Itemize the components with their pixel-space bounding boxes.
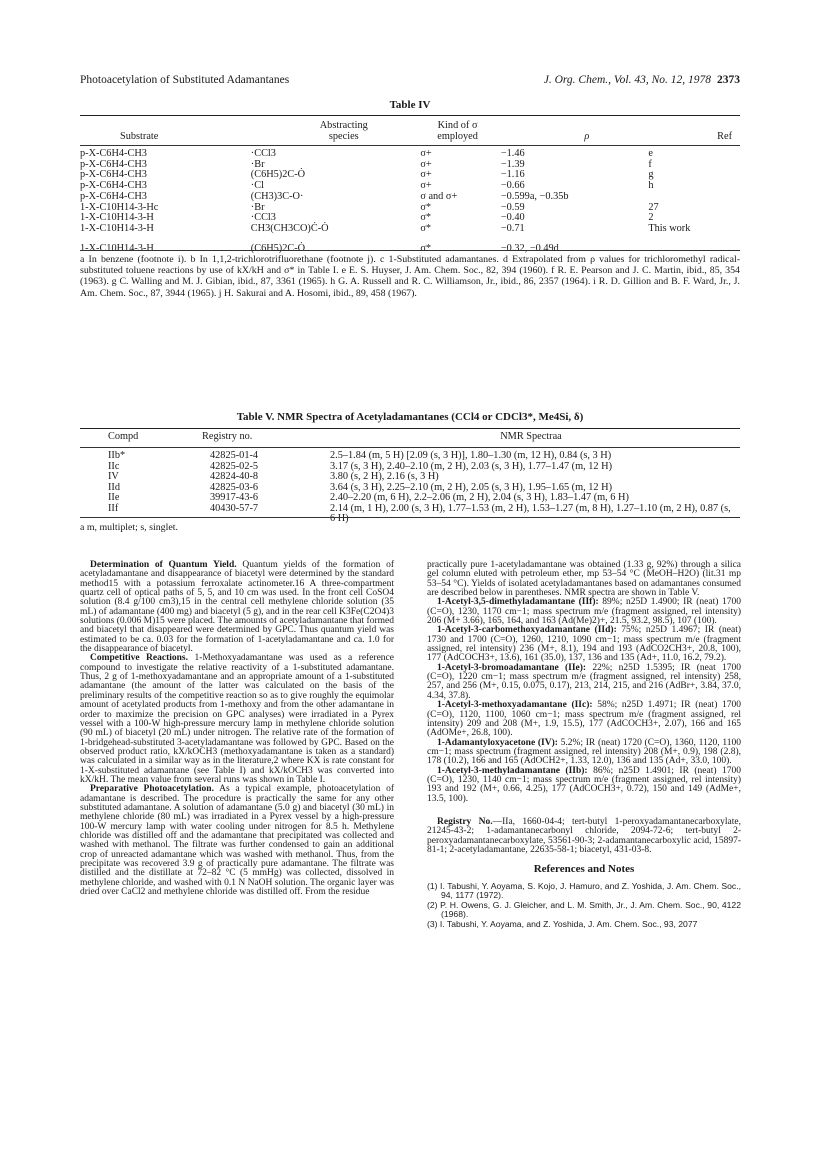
table4-row	[80, 181, 740, 192]
t4-cell-species: ·CCl3	[250, 212, 276, 224]
t4-cell-ref: f	[648, 158, 652, 170]
table5-top-rule	[80, 428, 740, 429]
table5-title: Table V. NMR Spectra of Acetyladamantanes (CCl4 or CDCl3*, Me4Si, δ)	[236, 411, 584, 423]
right_column-paragraph: 1-Acetyl-3-bromoadamantane (IIe): 22%; n25D 1.5395; IR (neat 1700 (C=O), 1220 cm−1; mass spectrum m/e (fragment assigned, rel intensity) 258, 257, and 256 (M+, 0.15, 0.075, 0.17), 213, 214, 215, and 216 (AdBr+, 3.84, 37.0, 4.34, 37.8).	[427, 662, 741, 701]
table4-row	[80, 160, 740, 171]
right_column-paragraph: 1-Acetyl-3-methyladamantane (IIb): 86%; n25D 1.4901; IR (neat) 1700 (C=O), 1230, 1140 cm−1; mass spectrum m/e (fragment assigned, rel intensity) 193 and 192 (M+, 0.66, 4.25), 177 (AdCOCH3+, 0.72), 150 and 149 (AdMe+, 13.5, 100).	[427, 765, 741, 804]
t5-cell-registry: 40430-57-7	[210, 502, 259, 514]
t4-cell-ref: g	[648, 169, 654, 181]
registry-numbers: Registry No.—IIa, 1660-04-4; tert-butyl 1-peroxyadamantanecarboxylate, 21245-43-2; 1-adamantanecarbonyl chloride, 2094-72-6; tert-butyl 2-peroxyadamantanecarboxylate, 53561-90-3; 2-adamantanecarboxylic acid, 15897-81-1; 2-acetyladamantane, 22635-58-1; biacetyl, 431-03-8.	[427, 816, 742, 855]
table4-footnotes: a In benzene (footnote i). b In 1,1,2-trichlorotrifluorethane (footnote j). c 1-Substituted adamantanes. d Extrapolated from ρ values for trichloromethyl radical-substituted toluene reactions by use of kX/kH and σ* in Table I. e E. S. Huyser, J. Am. Chem. Soc., 82, 394 (1960). f R. E. Pearson and J. C. Martin, ibid., 85, 354 (1963). g C. Walling and M. J. Gibian, ibid., 87, 3361 (1965). h G. A. Russell and R. C. Williamson, Jr., ibid., 86, 2357 (1964). i R. D. Gillion and B. F. Ward, Jr., J. Am. Chem. Soc., 87, 3944 (1965). j H. Sakurai and A. Hosomi, ibid., 89, 458 (1967).	[80, 254, 740, 299]
t5-cell-compd: IIc	[108, 460, 120, 472]
t5-cell-registry: 39917-43-6	[210, 492, 259, 503]
t4-cell-substrate: p-X-C6H4-CH3	[80, 180, 147, 192]
table4-row	[80, 149, 740, 160]
table4-row	[80, 192, 740, 203]
t4-cell-substrate: 1-X-C10H14-3-H	[80, 242, 154, 254]
t4-cell-substrate: p-X-C6H4-CH3	[80, 158, 147, 170]
table5-header-rule	[80, 447, 740, 448]
t5-cell-registry: 42824-40-8	[210, 471, 259, 482]
t4-cell-species: (C6H5)2C-Ȯ	[250, 169, 306, 181]
t5-head-registry: Registry no.	[202, 431, 253, 442]
table4-title: Table IV	[389, 99, 431, 111]
t5-cell-registry: 42825-02-5	[210, 460, 259, 472]
table4	[80, 120, 740, 142]
references-list	[427, 882, 741, 930]
t4-cell-rho: −1.16	[500, 169, 525, 181]
right_column-paragraph: 1-Acetyl-3,5-dimethyladamantane (IIf): 89%; n25D 1.4900; IR (neat) 1700 (C=O), 1230, 1170 cm−1; mass spectrum m/e (fragment assigned, rel intensity) 206 (M+ 3.66), 165, 164, and 163 (Ad(Me)2)+, 21.5, 93.2, 98.5), 107 (100).	[427, 597, 741, 627]
table5-body	[80, 451, 740, 525]
table4-body	[80, 149, 740, 254]
t5-cell-compd: IId	[108, 481, 121, 493]
t5-cell-nmr: 3.17 (s, 3 H), 2.40–2.10 (m, 2 H), 2.03 (s, 3 H), 1.77–1.47 (m, 12 H)	[330, 460, 612, 472]
t4-head-rho: ρ	[584, 131, 590, 142]
t4-cell-kind: σ+	[420, 169, 432, 181]
t4-cell-rho: −0.32, −0.49d	[500, 242, 559, 254]
t4-cell-species: ·Cl	[250, 180, 264, 192]
t5-cell-nmr: 2.14 (m, 1 H), 2.00 (s, 3 H), 1.77–1.53 (m, 2 H), 1.53–1.27 (m, 8 H), 1.27–1.10 (m, 2 H), 0.87 (s, 6 H)	[330, 502, 731, 524]
table5-row	[80, 451, 740, 462]
t4-cell-kind: σ and σ+	[420, 190, 458, 202]
table4-row	[80, 203, 740, 214]
t4-cell-ref	[648, 235, 740, 255]
table4-row	[80, 170, 740, 181]
t4-cell-substrate: 1-X-C10H14-3-H	[80, 222, 154, 234]
t5-cell-nmr: 2.40–2.20 (m, 6 H), 2.2–2.06 (m, 2 H), 2.04 (s, 3 H), 1.83–1.47 (m, 6 H)	[330, 492, 629, 503]
t4-cell-substrate: p-X-C6H4-CH3	[80, 148, 147, 159]
t4-cell-substrate: p-X-C6H4-CH3	[80, 190, 147, 202]
t4-cell-rho: −0.71	[500, 222, 525, 234]
running-title: Photoacetylation of Substituted Adamantanes	[80, 74, 290, 86]
right-column	[427, 561, 741, 929]
t4-cell-ref	[648, 192, 740, 203]
t4-cell-ref: 2	[648, 212, 654, 224]
left_column-paragraph: Competitive Reactions. 1-Methoxyadamantane was used as a reference compound to investigate the relative reactivity of a 1-substituted adamantane. Thus, 2 g of 1-methoxyadamantane and an appropriate amount of a 1-substituted adamantane (the amount of the latter was calculated on the basis of the preliminary results of the competitive reaction so as to give roughly the equimolar amount of acetylated products from 1-methoxy and from the other adamantane in order to maximize the precision on GPC analyses) were irradiated in a Pyrex vessel with a 100-W high-pressure mercury lamp in methylene chloride solution (90 mL) of biacetyl (20 mL) under nitrogen. The relative rate of the formation of 1-bridgehead-substituted 3-acetyladamantane was followed by GPC. Based on the observed product ratio, kX/kOCH3 (methoxyadamantane is taken as a standard) was calculated in a similar way as in the literature,2 where KX is rate constant for 1-X-substituted adamantane (see Table I) and kX/kOCH3 was converted into kX/kH. The mean value from several runs was shown in Table I.	[80, 653, 394, 785]
t5-cell-compd: IV	[108, 471, 119, 482]
t4-head-ref: Ref	[717, 131, 732, 142]
right_column-paragraph: 1-Acetyl-3-carbomethoxyadamantane (IId): 75%; n25D 1.4967; IR (neat) 1730 and 1700 (C=O), 1260, 1210, 1090 cm−1; mass spectrum m/e (fragment assigned, rel intensity) 236 (M+, 8.1), 194 and 193 (AdCO2CH3+, 20.8, 100), 177 (AdCOCH3+, 13.6), 161 (35.0), 137, 136 and 135 (Ad+, 11.0, 16.2, 79.2).	[427, 625, 741, 664]
t4-cell-species: (CH3)3C-O·	[250, 190, 304, 202]
t4-cell-kind: σ*	[420, 212, 432, 224]
t5-head-compd: Compd	[108, 431, 139, 442]
t5-cell-compd: IIb*	[108, 450, 126, 461]
table4-header-rule	[80, 145, 740, 146]
t4-cell-species: ·CCl3	[250, 148, 276, 159]
t4-cell-substrate: p-X-C6H4-CH3	[80, 169, 147, 181]
t5-cell-compd: IIe	[108, 492, 120, 503]
t4-cell-rho: −0.59	[500, 201, 525, 213]
right_column-paragraph: practically pure 1-acetyladamantane was obtained (1.33 g, 92%) through a silica gel column eluted with petroleum ether, mp 53–54 °C (MeOH–H2O) (lit.31 mp 53–54 °C). Yields of isolated acetyladamantanes based on adamantanes consumed are described below in parentheses. NMR spectra are shown in Table V.	[427, 560, 741, 599]
t4-cell-rho: −0.66	[500, 180, 525, 192]
t4-cell-rho: −1.39	[500, 158, 525, 170]
t4-head-abstracting: Abstracting species	[319, 120, 368, 142]
right_column-paragraph: 1-Acetyl-3-methoxyadamantane (IIc): 58%; n25D 1.4971; IR (neat) 1700 (C=O), 1120, 1100, 1060 cm−1; mass spectrum m/e (fragment assigned, rel intensity) 209 and 208 (M+, 1.9, 15.5), 177 (AdCOCH3+, 2.07), 166 and 165 (AdOMe+, 26.8, 100).	[427, 700, 741, 739]
t4-cell-rho: −0.599a, −0.35b	[500, 190, 569, 202]
t4-head-substrate: Substrate	[120, 131, 159, 142]
references-title: References and Notes	[533, 863, 635, 876]
t4-cell-ref: h	[648, 180, 654, 192]
t5-cell-nmr: 2.5–1.84 (m, 5 H) [2.09 (s, 3 H)], 1.80–1.30 (m, 12 H), 0.84 (s, 3 H)	[330, 450, 612, 461]
t4-cell-species: ·Br	[250, 158, 265, 170]
table5-row	[80, 493, 740, 504]
t5-cell-nmr: 3.64 (s, 3 H), 2.25–2.10 (m, 2 H), 2.05 (s, 3 H), 1.95–1.65 (m, 12 H)	[330, 481, 612, 493]
t5-cell-nmr: 3.80 (s, 2 H), 2.16 (s, 3 H)	[330, 471, 439, 482]
table5-header	[80, 432, 740, 443]
table4-row	[80, 235, 740, 255]
t4-cell-species: CH3(CH3CO)Ċ-Ȯ	[250, 222, 329, 234]
t4-cell-ref: 27	[648, 201, 659, 213]
table5-row	[80, 472, 740, 483]
left_column-paragraph: Determination of Quantum Yield. Quantum yields of the formation of acetyladamantane and disappearance of biacetyl were determined by the standard method15 with a potassium ferroxalate actinometer.16 A three-compartment quartz cell of optical paths of 5, 5, and 10 cm was used. In the front cell CoSO4 solution (8.4 g/100 cm3),15 in the central cell methylene chloride solution (35 mL) of adamantane (400 mg) and biacetyl (5 g), and in the rear cell K3Fe(C2O4)3 solutions (0.006 M)15 were placed. The amounts of acetyladamantane that formed and biacetyl that disappeared were determined by GPC. Thus quantum yield was estimated to be ca. 0.03 for the formation of 1-acetyladamantane and ca. 1.0 for the disappearance of biacetyl.	[80, 560, 394, 655]
t4-cell-species: ·Br	[250, 201, 265, 213]
table4-row	[80, 224, 740, 235]
table5-bottom-rule	[80, 517, 740, 518]
t4-cell-substrate: 1-X-C10H14-3-Hc	[80, 201, 159, 213]
left_column-paragraph: Preparative Photoacetylation. As a typical example, photoacetylation of adamantane is described. The procedure is practically the same for any other substituted adamantane. A solution of adamantane (5.0 g) and biacetyl (30 mL) in methylene chloride (80 mL) was irradiated in a Pyrex vessel by a high-pressure 100-W mercury lamp with water cooling under nitrogen for 8.5 h. Methylene chloride was distilled off and the adamantane that precipitated was collected and washed with methanol. The filtrate was further condensed to gain an additional crop of unreacted adamantane which was washed with methanol. Thus, from the precipitate was recovered 3.9 g of practically pure adamantane. The filtrate was distilled and the distillate at 72–82 °C (5 mmHg) was collected, dissolved in methylene chloride, and washed with 0.1 N NaOH solution. The organic layer was dried over CaCl2 and methylene chloride was distilled off. From the residue	[80, 784, 394, 898]
t5-cell-compd: IIf	[108, 502, 119, 514]
t4-cell-rho: −1.46	[500, 148, 525, 159]
journal-citation: J. Org. Chem., Vol. 43, No. 12, 1978 2373	[543, 74, 740, 86]
t5-head-nmr: NMR Spectraa	[500, 431, 562, 442]
t4-head-kind: Kind of σ employed	[437, 120, 478, 142]
reference-item: (1) I. Tabushi, Y. Aoyama, S. Kojo, J. Hamuro, and Z. Yoshida, J. Am. Chem. Soc., 94, 1177 (1972).	[427, 880, 741, 901]
table5-footnote: a m, multiplet; s, singlet.	[80, 522, 178, 533]
t4-cell-substrate: 1-X-C10H14-3-H	[80, 212, 154, 224]
t4-cell-kind: σ*	[420, 242, 432, 254]
running-header	[80, 74, 740, 90]
reference-item: (3) I. Tabushi, Y. Aoyama, and Z. Yoshida, J. Am. Chem. Soc., 93, 2077	[427, 918, 698, 929]
right_column-paragraph: 1-Adamantyloxyacetone (IV): 5.2%; IR (neat) 1720 (C=O), 1360, 1120, 1100 cm−1; mass spectrum (fragment assigned, rel intensity) 208 (M+, 0.9), 198 (2.8), 178 (10.2), 166 and 165 (AdOCH2+, 1.33, 12.0), 136 and 135 (Ad+, 33.0, 100).	[427, 737, 741, 767]
t4-cell-kind: σ+	[420, 158, 432, 170]
table4-row	[80, 213, 740, 224]
t4-cell-species: (C6H5)2C-Ȯ	[250, 242, 306, 254]
t4-cell-kind: σ+	[420, 148, 432, 159]
t4-cell-ref: e	[648, 148, 653, 159]
t4-cell-kind: σ*	[420, 201, 432, 213]
reference-item: (2) P. H. Owens, G. J. Gleicher, and L. M. Smith, Jr., J. Am. Chem. Soc., 90, 4122 (1968).	[427, 899, 741, 920]
t4-cell-ref: This work	[648, 222, 691, 234]
table4-header	[80, 120, 740, 142]
table4-top-rule	[80, 115, 740, 116]
t4-cell-kind: σ*	[420, 222, 432, 234]
table4-bottom-rule	[80, 250, 740, 251]
t4-cell-rho: −0.40	[500, 212, 525, 224]
t5-cell-registry: 42825-03-6	[210, 481, 259, 493]
t4-cell-kind: σ+	[420, 180, 432, 192]
t5-cell-registry: 42825-01-4	[210, 450, 259, 461]
left-column	[80, 561, 394, 897]
page-number: 2373	[717, 74, 740, 86]
